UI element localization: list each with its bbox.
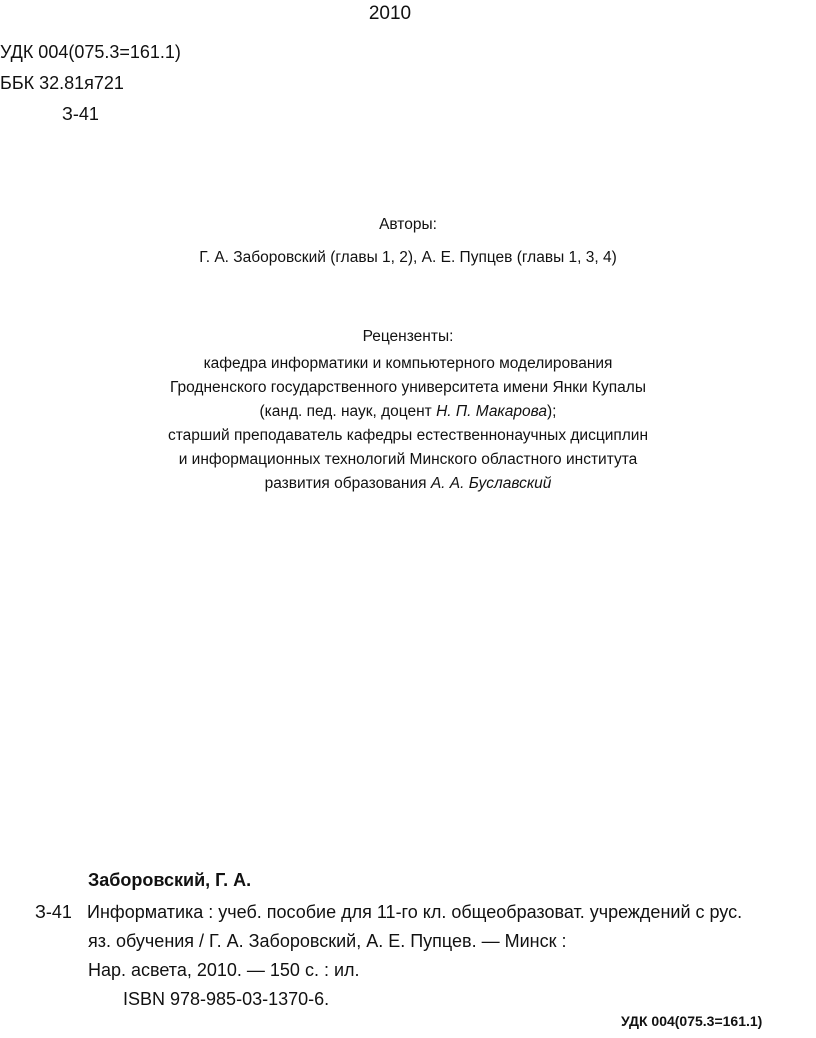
card-udk: УДК 004(075.3=161.1)	[621, 1013, 763, 1029]
authors-list: Г. А. Заборовский (главы 1, 2), А. Е. Пупцев (главы 1, 3, 4)	[199, 249, 617, 266]
reviewer-line: и информационных технологий Минского областного института	[178, 451, 638, 468]
card-isbn: ISBN 978-985-03-1370-6.	[123, 989, 330, 1009]
reviewer-text: );	[547, 403, 557, 420]
reviewer-text: развития образования	[264, 475, 431, 492]
publication-year: 2010	[368, 3, 412, 24]
reviewer-name: Н. П. Макарова	[436, 403, 547, 420]
card-line: Нар. асвета, 2010. — 150 с. : ил.	[88, 960, 360, 980]
reviewer-line: Гродненского государственного университета имени Янки Купалы	[170, 379, 646, 396]
authors-heading: Авторы:	[379, 216, 437, 233]
reviewer-line	[0, 472, 816, 496]
reviewer-text: (канд. пед. наук, доцент	[259, 403, 437, 420]
card-title-line: Информатика : учеб. пособие для 11-го кл. общеобразоват. учреждений с рус.	[87, 902, 743, 922]
card-author-code: З-41	[35, 902, 72, 922]
card-author: Заборовский, Г. А.	[88, 870, 252, 890]
reviewers-heading: Рецензенты:	[362, 328, 454, 345]
reviewer-name: А. А. Буславский	[430, 475, 552, 492]
reviewer-line	[0, 400, 816, 424]
author-code: З-41	[62, 104, 99, 124]
reviewer-line: старший преподаватель кафедры естественнонаучных дисциплин	[167, 427, 649, 444]
reviewer-line: кафедра информатики и компьютерного моделирования	[203, 355, 613, 372]
udk-code: УДК 004(075.3=161.1)	[0, 42, 181, 62]
card-line: яз. обучения / Г. А. Заборовский, А. Е. Пупцев. — Минск :	[88, 931, 567, 951]
bbk-code: ББК 32.81я721	[0, 73, 124, 93]
